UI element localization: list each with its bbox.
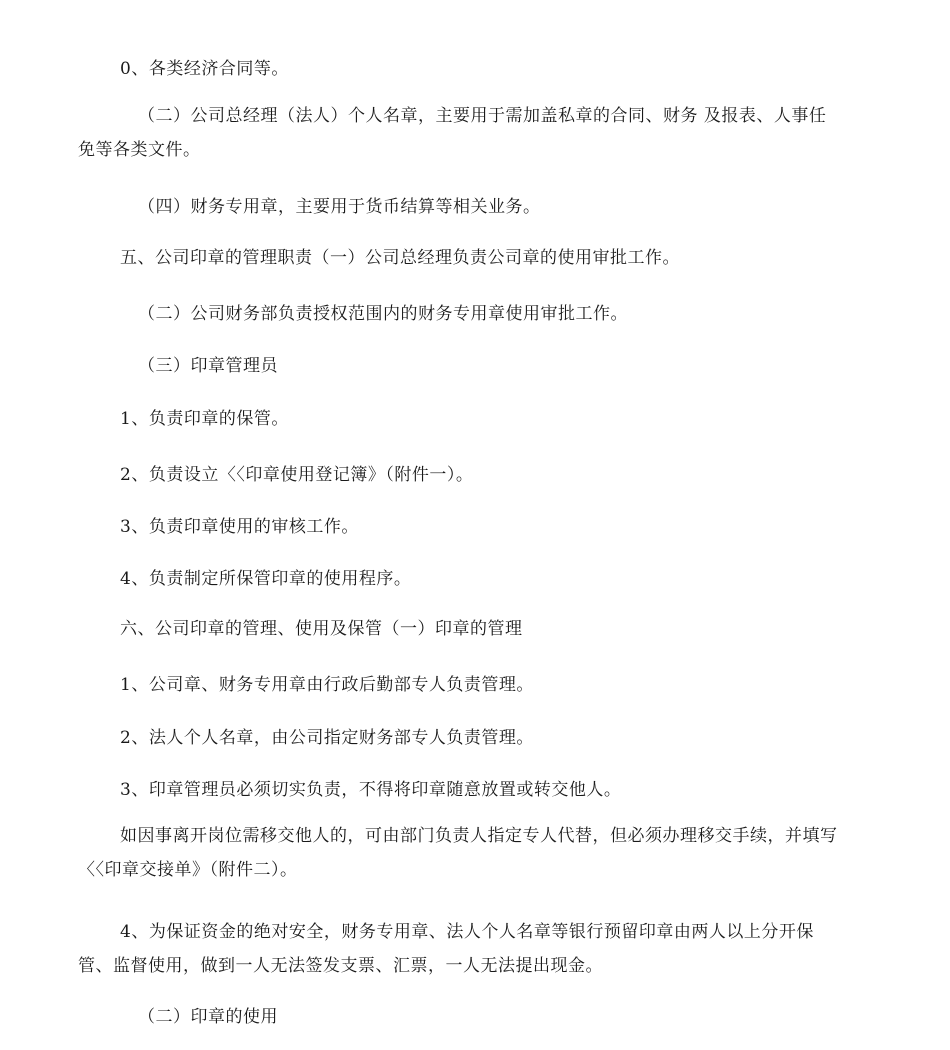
paragraph-17: （二）印章的使用 [138,1007,278,1027]
paragraph-16: 4、为保证资金的绝对安全，财务专用章、法人个人名章等银行预留印章由两人以上分开保管、监督使用，做到一人无法签发支票、汇票，一人无法提出现金。 [78,922,814,976]
paragraph-3: （四）财务专用章，主要用于货币结算等相关业务。 [138,197,541,217]
paragraph-7: 1、负责印章的保管。 [120,409,289,429]
paragraph-11: 六、公司印章的管理、使用及保管（一）印章的管理 [120,619,523,639]
paragraph-8: 2、负责设立〈〈印章使用登记簿》（附件一）。 [120,465,474,485]
paragraph-9: 3、负责印章使用的审核工作。 [120,517,359,537]
paragraph-4: 五、公司印章的管理职责（一）公司总经理负责公司章的使用审批工作。 [120,248,680,268]
paragraph-15: 如因事离开岗位需移交他人的，可由部门负责人指定专人代替，但必须办理移交手续，并填写〈〈印章交接单》（附件二）。 [78,826,838,880]
paragraph-13: 2、法人个人名章，由公司指定财务部专人负责管理。 [120,728,534,748]
paragraph-10: 4、负责制定所保管印章的使用程序。 [120,569,412,589]
paragraph-5: （二）公司财务部负责授权范围内的财务专用章使用审批工作。 [138,304,628,324]
paragraph-12: 1、公司章、财务专用章由行政后勤部专人负责管理。 [120,675,534,695]
paragraph-2: （二）公司总经理（法人）个人名章，主要用于需加盖私章的合同、财务 及报表、人事任免等各类文件。 [78,106,827,160]
paragraph-14: 3、印章管理员必须切实负责，不得将印章随意放置或转交他人。 [120,780,622,800]
paragraph-6: （三）印章管理员 [138,356,278,376]
paragraph-1: 0、各类经济合同等。 [120,59,289,79]
